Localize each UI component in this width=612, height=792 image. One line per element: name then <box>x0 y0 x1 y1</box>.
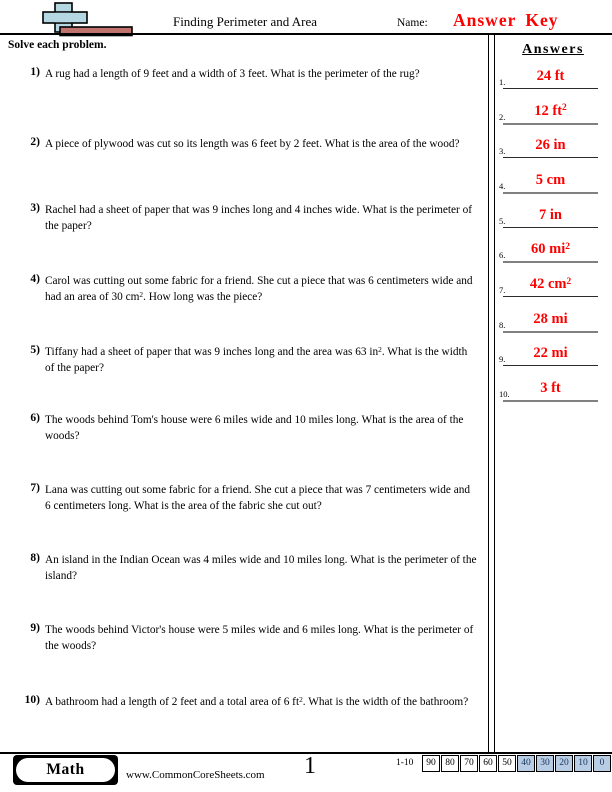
answer-value: 28 mi <box>533 310 568 327</box>
answer-value: 26 in <box>535 137 566 154</box>
superscript-2: 2 <box>378 344 382 354</box>
answer-blank-line <box>503 88 598 89</box>
score-box: 90 <box>422 755 440 772</box>
problem-number: 10) <box>24 694 40 706</box>
answer-blank-line <box>503 123 598 125</box>
superscript-2: 2 <box>566 276 572 287</box>
problem-text: A rug had a length of 9 feet and a width of 3 feet. What is the perimeter of the rug? <box>45 68 420 80</box>
problem-number: 3) <box>30 202 40 214</box>
answer-number: 9. <box>499 354 506 365</box>
answer-blank-line <box>503 296 598 297</box>
answer-value: 5 cm <box>535 172 566 188</box>
answer-blank-line <box>503 365 598 366</box>
problem-text: Carol was cutting out some fabric for a friend. She cut a piece that was 6 centimeters wide and had an area of 30 $cm^2$. How long was the piece? <box>45 275 473 304</box>
answer-value: 24 ft <box>536 68 565 84</box>
worksheet-title: Finding Perimeter and Area <box>172 14 318 29</box>
answer-value: 7 in <box>539 206 562 223</box>
score-box: 80 <box>441 755 459 772</box>
answer-value: 60 $mi^2$ <box>531 241 570 258</box>
page-number: 1 <box>304 753 316 779</box>
score-box: 70 <box>460 755 478 772</box>
answer-number: 5. <box>499 215 506 226</box>
answer-value: 12 $ft^2$ <box>534 102 567 119</box>
problem-text: Tiffany had a sheet of paper that was 9 inches long and the area was 63 $in^2$. What is the width of the paper? <box>45 344 468 375</box>
superscript-2: 2 <box>562 103 567 114</box>
score-strip <box>422 755 611 772</box>
superscript-2: 2 <box>299 694 303 704</box>
answer-value: 42 $cm^2$ <box>529 276 572 293</box>
problem-number: 4) <box>30 273 40 285</box>
answer-number: 2. <box>499 111 506 122</box>
answer-value: 22 mi <box>533 345 568 362</box>
answer-number: 4. <box>499 181 506 191</box>
score-box: 10 <box>574 755 592 772</box>
answer-number: 10. <box>499 389 510 400</box>
problem-text: A piece of plywood was cut so its length was 6 feet by 2 feet. What is the area of the wood? <box>45 138 460 150</box>
answer-value: 3 ft <box>540 380 561 397</box>
score-box: 60 <box>479 755 497 772</box>
answer-blank-line <box>503 227 598 228</box>
problem-number: 1) <box>30 66 40 78</box>
problem-number: 8) <box>30 552 40 564</box>
problem-text: Lana was cutting out some fabric for a friend. She cut a piece that was 7 centimeters wide and 6 centimeters long. What is the area of the fabric she cut out? <box>45 484 471 513</box>
superscript-2: 2 <box>139 289 144 299</box>
subject-badge <box>13 755 118 785</box>
answer-key-text: Answer Key <box>453 10 559 30</box>
problem-text: A bathroom had a length of 2 feet and a total area of 6 $ft^2$. What is the width of the bathroom? <box>45 694 469 708</box>
problem-number: 6) <box>30 412 40 424</box>
column-divider-double-line <box>488 35 495 752</box>
problem-text: The woods behind Tom's house were 6 miles wide and 10 miles long. What is the area of the woods? <box>45 414 464 443</box>
score-box: 30 <box>536 755 554 772</box>
answers-heading: Answers <box>522 42 584 57</box>
problem-number: 5) <box>30 344 40 356</box>
score-range-label: 1-10 <box>396 758 414 768</box>
answer-number: 3. <box>499 146 506 157</box>
website-text: www.CommonCoreSheets.com <box>126 769 265 781</box>
score-box: 0 <box>593 755 611 772</box>
answer-number: 1. <box>499 77 506 87</box>
score-box: 20 <box>555 755 573 772</box>
superscript-2: 2 <box>565 242 570 253</box>
problem-number: 2) <box>30 136 40 148</box>
answers-panel <box>497 0 612 752</box>
answer-blank-line <box>503 400 598 402</box>
subject-badge-label: Math <box>16 758 115 782</box>
answer-blank-line <box>503 261 598 263</box>
problem-number: 9) <box>30 622 40 634</box>
answer-number: 7. <box>499 285 506 296</box>
score-box: 50 <box>498 755 516 772</box>
answer-blank-line <box>503 192 598 194</box>
problem-text: Rachel had a sheet of paper that was 9 inches long and 4 inches wide. What is the perimeter of the paper? <box>45 204 473 233</box>
name-label: Name: <box>397 17 428 29</box>
problem-text: The woods behind Victor's house were 5 miles wide and 6 miles long. What is the perimeter of the woods? <box>45 624 474 653</box>
answer-number: 8. <box>499 319 506 330</box>
answer-blank-line <box>503 331 598 333</box>
problem-number: 7) <box>30 482 40 494</box>
score-box: 40 <box>517 755 535 772</box>
answer-blank-line <box>503 157 598 158</box>
problem-text: An island in the Indian Ocean was 4 miles wide and 10 miles long. What is the perimeter of the island? <box>45 554 477 583</box>
instructions-text: Solve each problem. <box>8 39 107 51</box>
answer-number: 6. <box>499 250 506 261</box>
